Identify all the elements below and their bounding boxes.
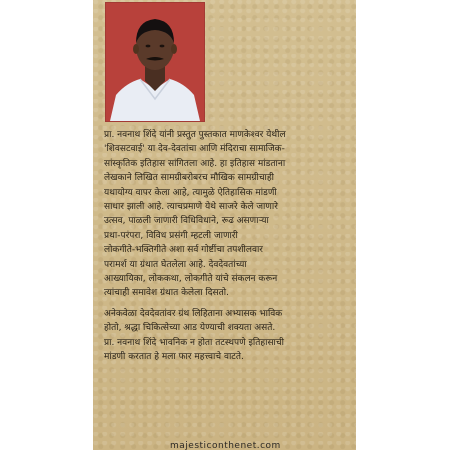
author-blurb <box>104 128 345 365</box>
author-photo <box>105 2 205 122</box>
blurb-paragraph-2: अनेकवेळा देवदेवतांवर ग्रंथ लिहिताना अभ्यासक भाविक होतो, श्रद्धा चिकित्सेच्या आड येण्याची शक्यता असते. प्रा. नवनाथ शिंदे भावनिक न होता तटस्थपणे इतिहासाची मांडणी करतात हे मला फार महत्त्वाचे वाटते. <box>104 308 284 363</box>
site-watermark: majesticonthenet.com <box>170 441 281 450</box>
blurb-paragraph-1: प्रा. नवनाथ शिंदे यांनी प्रस्तुत पुस्तकात माणकेश्वर येथील 'शिवसटवाई' या देव-देवतांचा आणि मंदिराचा सामाजिक- सांस्कृतिक इतिहास सांगितला आहे. हा इतिहास मांडताना लेखकाने लिखित सामग्रीबरोबरच मौखिक सामग्रीचाही यथायोग्य वापर केला आहे, त्यामुळे ऐतिहासिक मांडणी साधार झाली आहे. त्याचप्रमाणे येथे साजरे केले जाणारे उत्सव, पाळली जाणारी विधिविधाने, रूढ असणाऱ्या प्रथा-परंपरा, विविध प्रसंगी म्हटली जाणारी लोकगीते-भक्तिगीते अशा सर्व गोष्टींचा तपशीलवार परामर्श या ग्रंथात घेतलेला आहे. देवदेवतांच्या आख्यायिका, लोककथा, लोकगीते यांचे संकलन करून त्यांचाही समावेश ग्रंथात केलेला दिसतो. <box>104 130 286 299</box>
